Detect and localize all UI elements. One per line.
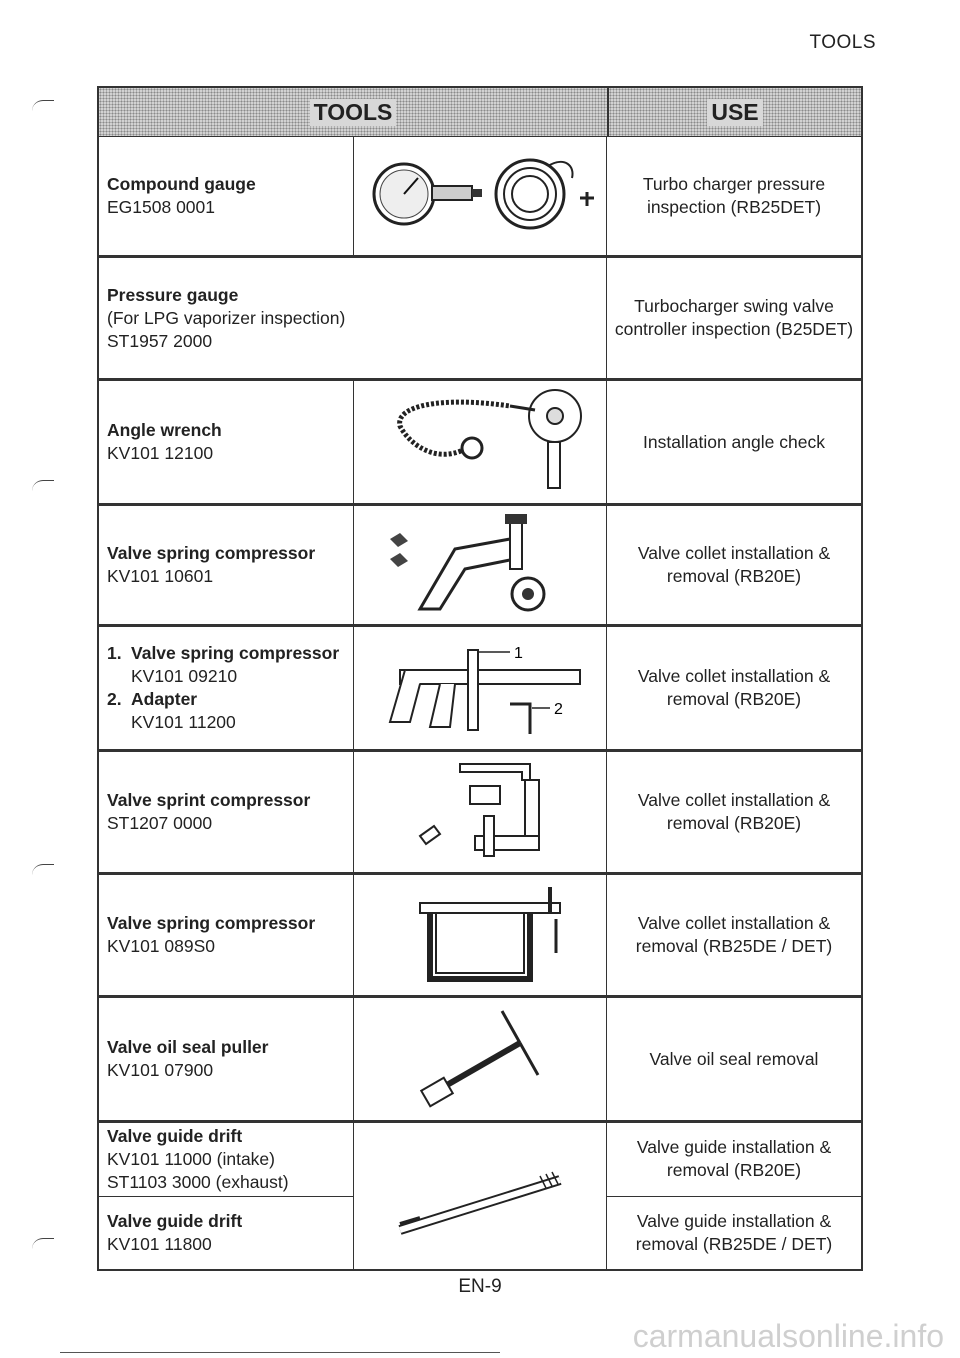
tool-illustration-cell bbox=[353, 752, 607, 872]
tool-name: Valve sprint compressor bbox=[107, 790, 311, 810]
tool-cell bbox=[99, 1123, 353, 1196]
table-header bbox=[97, 86, 863, 136]
tool-cell bbox=[99, 381, 353, 503]
header-use bbox=[609, 88, 861, 136]
tool-illustration-cell bbox=[353, 998, 607, 1120]
tool-illustration-cell bbox=[353, 381, 607, 503]
use-cell: Valve collet installation & removal (RB25DE / DET) bbox=[635, 913, 833, 956]
tool-name: Adapter bbox=[131, 689, 198, 709]
tool-name: Valve spring compressor bbox=[107, 913, 316, 933]
use-cell: Valve collet installation & removal (RB20E) bbox=[637, 790, 831, 833]
valve-spring-compressor-illustration bbox=[360, 509, 600, 621]
page-section-title: TOOLS bbox=[809, 32, 876, 53]
valve-guide-drift-illustration bbox=[360, 1140, 600, 1252]
table-row bbox=[97, 505, 863, 626]
item-number: 1. bbox=[107, 643, 122, 663]
c-clamp-compressor-illustration bbox=[360, 879, 600, 991]
tool-cell bbox=[99, 258, 607, 378]
tool-part-number: KV101 11800 bbox=[107, 1233, 212, 1254]
tool-part-number: KV101 11000 (intake) bbox=[107, 1148, 275, 1169]
valve-sprint-compressor-illustration bbox=[360, 756, 600, 868]
tool-part-number: KV101 12100 bbox=[107, 443, 214, 463]
callout-1: 1 bbox=[514, 645, 523, 662]
tool-illustration-cell bbox=[353, 506, 607, 624]
tool-name: Valve spring compressor bbox=[107, 543, 316, 563]
tool-name: Compound gauge bbox=[107, 174, 256, 194]
page-number: EN-9 bbox=[458, 1276, 502, 1297]
tool-note: (For LPG vaporizer inspection) bbox=[107, 307, 346, 328]
angle-wrench-illustration bbox=[360, 386, 600, 498]
oil-seal-puller-illustration bbox=[360, 1003, 600, 1115]
tools-table bbox=[97, 86, 863, 1271]
header-tools-label: TOOLS bbox=[310, 99, 397, 126]
tool-cell bbox=[99, 506, 353, 624]
use-cell: Valve collet installation & removal (RB20E) bbox=[637, 666, 831, 709]
use-cell: Installation angle check bbox=[643, 431, 825, 452]
tool-cell bbox=[99, 1196, 353, 1270]
footer-rule bbox=[60, 1352, 500, 1353]
use-cell: Valve oil seal removal bbox=[649, 1048, 819, 1069]
table-row bbox=[97, 997, 863, 1122]
margin-mark bbox=[32, 480, 54, 491]
list-item bbox=[107, 688, 345, 734]
tool-cell bbox=[99, 137, 353, 255]
tool-cell bbox=[99, 627, 353, 749]
margin-mark bbox=[32, 100, 54, 111]
tool-cell bbox=[99, 875, 353, 995]
item-number: 2. bbox=[107, 689, 122, 709]
tool-part-number: ST1103 3000 (exhaust) bbox=[107, 1171, 289, 1192]
tool-illustration-cell bbox=[353, 1123, 607, 1269]
tool-part-number: KV101 089S0 bbox=[107, 936, 216, 956]
table-row-group bbox=[97, 1122, 863, 1271]
tool-part-number: KV101 07900 bbox=[107, 1060, 214, 1080]
use-cell: Valve guide installation & removal (RB20E) bbox=[636, 1137, 832, 1181]
margin-mark bbox=[32, 1238, 54, 1249]
tool-part-number: KV101 11200 bbox=[131, 712, 236, 732]
table-row bbox=[97, 380, 863, 505]
table-row bbox=[97, 626, 863, 751]
tool-name: Valve spring compressor bbox=[131, 643, 340, 663]
tool-cell-stack bbox=[99, 1123, 353, 1269]
tool-cell bbox=[99, 752, 353, 872]
tool-illustration-cell bbox=[353, 627, 607, 749]
use-cell: Turbo charger pressure inspection (RB25DET) bbox=[642, 174, 826, 217]
callout-2: 2 bbox=[554, 701, 563, 718]
tool-cell bbox=[99, 998, 353, 1120]
header-tools bbox=[99, 88, 609, 136]
tool-name: Angle wrench bbox=[107, 420, 222, 440]
table-row bbox=[97, 257, 863, 380]
tool-part-number: KV101 10601 bbox=[107, 566, 214, 586]
use-cell: Valve collet installation & removal (RB20E) bbox=[637, 543, 831, 586]
tool-part-number: ST1207 0000 bbox=[107, 813, 213, 833]
margin-mark bbox=[32, 864, 54, 875]
tool-illustration-cell bbox=[353, 137, 607, 255]
header-use-label: USE bbox=[707, 99, 762, 126]
table-row bbox=[97, 874, 863, 997]
tool-name: Valve guide drift bbox=[107, 1125, 243, 1146]
tool-part-number: EG1508 0001 bbox=[107, 197, 216, 217]
tool-name: Valve oil seal puller bbox=[107, 1037, 269, 1057]
tool-name: Valve guide drift bbox=[107, 1210, 243, 1231]
compound-gauge-illustration bbox=[360, 146, 600, 246]
valve-spring-compressor-adapter-illustration bbox=[360, 632, 600, 744]
use-cell-stack bbox=[607, 1123, 861, 1269]
table-row bbox=[97, 136, 863, 257]
tool-part-number: KV101 09210 bbox=[131, 666, 238, 686]
tool-illustration-cell bbox=[353, 875, 607, 995]
use-cell: Valve guide installation & removal (RB25DE / DET) bbox=[607, 1196, 861, 1270]
list-item bbox=[107, 642, 345, 688]
tool-part-number: ST1957 2000 bbox=[107, 330, 213, 351]
tool-name: Pressure gauge bbox=[107, 284, 239, 305]
table-row bbox=[97, 751, 863, 874]
watermark: carmanualsonline.info bbox=[632, 1318, 944, 1354]
use-cell: Turbocharger swing valve controller inspection (B25DET) bbox=[614, 296, 854, 339]
